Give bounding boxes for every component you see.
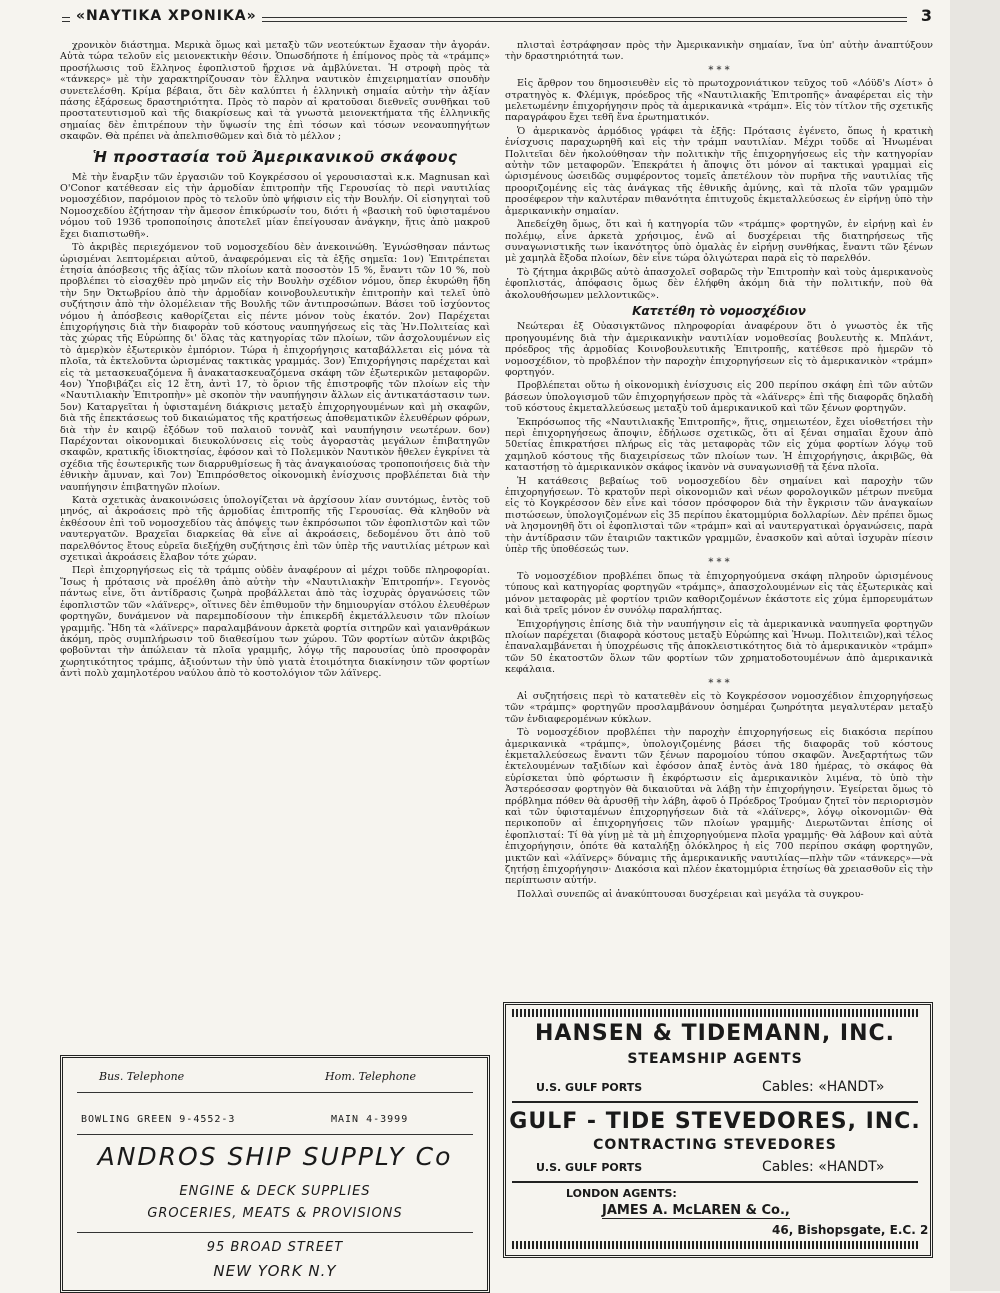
article-paragraph: Ὁ ἀμερικανὸς ἁρμόδιος γράφει τὰ ἑξῆς: Πρότασις ἐγένετο, ὅπως ἡ κρατικὴ ἐνίσχυσις παραχωρηθῆ καὶ εἰς τὴν τράμπ ναυτιλίαν. Μέχρι τοῦδε αἱ Ἡνωμέναι Πολιτεῖαι δὲν ἠκολούθησαν τὴν πολιτικὴν τῆς ἐπιχορηγήσεως εἰς τὴν κατηγορίαν αὐτὴν τῶν μεταφορῶν. Ἐπεκράτει ἡ ἄποψις ὅτι μόνον αἱ τακτικαὶ γραμμαὶ εἰς ὡρισμένους ὠσειδῶς συμφέροντος τομεῖς ἀπετέλουν τὸν πυρῆνα τῆς ναυτιλίας τῆς προοριζομένης εἰς τὰς ἀνάγκας τῆς ἐθνικῆς ἀμύνης, καὶ τὰ πλοῖα τῶν γραμμῶν προσέφερον τὴν καλυτέραν πιθανότητα ἐπιτυχοῦς ἐκμεταλλεύσεως ἐν εἰρήνῃ ὑπὸ τὴν ἀμερικανικὴν σημαίαν. <box>505 125 933 217</box>
left-column <box>60 40 490 820</box>
london-agents-label: LONDON AGENTS: <box>566 1187 677 1200</box>
article-paragraph: Τὸ νομοσχέδιον προβλέπει τὴν παροχὴν ἐπιχορηγήσεως εἰς διακόσια περίπου ἀμερικανικὰ «τράμπς», ὑπολογιζομένης βάσει τῆς διαφορᾶς τοῦ κόστους ἐκμεταλλεύσεως ἔναντι τῶν ξένων παρομοίου τύπου σκαφῶν. Ἀνεξαρτήτως τῶν ἐκτελουμένων ταξιδίων καὶ ἐφόσον ἀπαξ ἐντὸς ἀνὰ 180 ἡμέρας, τὸ σκάφος θὰ εὑρίσκεται ὑπὸ φόρτωσιν ἢ ἐκφόρτωσιν εἰς ἀμερικανικὸν λιμένα, τὸ ὑπὸ τὴν Ἀστερόεσσαν φορτηγὸν θὰ δικαιοῦται νὰ λάβῃ τὴν ἐπιχορήγησιν. Ἐγείρεται ὅμως τὸ πρόβλημα πόθεν θὰ ἀρυσθῇ τὴν λάβη, ἀφοῦ ὁ Πρόεδρος Τρούμαν ζητεῖ τὸν περιορισμὸν καὶ τῶν ὑφισταμένων ἐπιχορηγήσεων διὰ τὰ «λάϊνερς», λόγῳ οἰκονομιῶν· Θὰ περικοποῦν αἱ ἐπιχορηγήσεις τῶν πλοίων γραμμῆς· Διερωτῶνται ἐπίσης οἱ ἐφοπλισταί: Τί θὰ γίνῃ μὲ τὰ μὴ ἐπιχορηγούμενα πλοῖα γραμμῆς· Θὰ λάβουν καὶ αὐτὰ ἐπιχορήγησιν, ὁπότε θὰ καταλήξῃ ὁλόκληρος ἡ εἰς 700 περίπου σκάφη φορτηγῶν, μικτῶν καὶ «λάϊνερς» δύναμις τῆς ἀμερικανικῆς ναυτιλίας—πλὴν τῶν «τάνκερς»—νὰ ζητήσῃ ἐπιχορήγησιν· Διακόσια καὶ πλέον ἑκατομμύρια ἐτησίως θὰ χρειασθοῦν εἰς τὴν περίπτωσιν αὐτήν. <box>505 727 933 887</box>
intro-paragraph: χρονικὸν διάστημα. Μερικὰ ὅμως καὶ μεταξὺ τῶν νεοτεύκτων ἔχασαν τὴν ἀγοράν. Αὐτὰ τώρα τελοῦν εἰς μειονεκτικὴν θέσιν. Ὁπωσδήποτε ἡ ἐπίμονος πρὸς τὰ «τράμπς» προσήλωσις τοῦ ἕλληνος ἐφοπλιστοῦ ἤρχισε νὰ ἀμβλύνεται. Ἡ στροφὴ πρὸς τὰ «τάνκερς» μὲ τὴν χαρακτηρίζουσαν τὸν ἕλληνα ναυτικὸν ἐπιχειρηματίαν σπουδὴν συνετελέσθη. Κρίμα βέβαια, ὅτι δὲν καλύπτει ἡ ἑλληνικὴ σημαία αὐτὴν τὴν ἀξίαν πάσης ἐξάρσεως δραστηριότητα. Πρὸς τὸ παρὸν αἱ κρατοῦσαι διεθνεῖς συνθῆκαι τοῦ προστατευτισμοῦ καὶ τῆς διακρίσεως καὶ τὰ γνωστὰ μειονεκτήματα τῆς ἑλληνικῆς σημαίας δὲν ἐπιτρέπουν τὴν ὕψωσίν της ἐπὶ τόσων καὶ τόσων νεοναυπηγήτων σκαφῶν. Θὰ πρέπει νὰ ἀπελπισθῶμεν καὶ διὰ τὸ μέλλον ; <box>60 40 490 143</box>
ad-rule <box>512 1101 918 1103</box>
article-paragraph: Εἰς ἄρθρον του δημοσιευθὲν εἰς τὸ πρωτοχρονιάτικον τεῦχος τοῦ «Λόϋδ's Λίστ» ὁ στρατηγὸς κ. Φλέμιγκ, πρόεδρος τῆς «Ναυτιλιακῆς Ἐπιτροπῆς» ἀναφέρεται εἰς τὴν μελετωμένην ἐπιχορήγησιν πρὸς τὰ ἀμερικανικὰ «τράμπ». Εἰς τὸν τίτλον τῆς σχετικῆς παραγράφου ἔχει τεθῆ ἕνα ἐρωτηματικόν. <box>505 78 933 124</box>
section-heading: Κατετέθη τὸ νομοσχέδιον <box>632 303 806 318</box>
ports-label-2: U.S. GULF PORTS <box>536 1161 643 1174</box>
cables-address-2: Cables: «HANDT» <box>762 1159 885 1175</box>
article-paragraph: Κατὰ σχετικὰς ἀνακοινώσεις ὑπολογίζεται νὰ ἀρχίσουν λίαν συντόμως, ἐντὸς τοῦ μηνός, αἱ ἀκροάσεις πρὸ τῆς ἁρμοδίας ἐπιτροπῆς τῆς Γερουσίας. Θὰ κληθοῦν νὰ ἐκθέσουν ἐπὶ τοῦ νομοσχεδίου τὰς ἀπόψεις των ἐκπρόσωποι τῶν ἐφοπλιστῶν καὶ τῶν ναυτεργατῶν. Βραχεῖαι διαρκείας θὰ εἶνε αἱ ἀκροάσεις, δεδομένου ὅτι ἀπὸ τοῦ παρελθόντος ἔτους εὐρεῖα διεξήχθη συζήτησις ἐπὶ τῶν ὑπὲρ τῆς ναυτιλίας μέτρων καὶ σχετικαὶ ἀκροάσεις ἔλαβον τότε χώραν. <box>60 495 490 564</box>
article-paragraph: Περὶ ἐπιχορηγήσεως εἰς τὰ τράμπς οὐδὲν ἀναφέρουν αἱ μέχρι τοῦδε πληροφορίαι. Ἴσως ἡ πρότασις νὰ προέλθη ἀπὸ αὐτὴν τὴν «Ναυτιλιακὴν Ἐπιτροπήν». Γεγονὸς πάντως εἶνε, ὅτι ἀντίδρασις ζωηρὰ προβάλλεται ἀπὸ τὰς ἰσχυρὰς ὀργανώσεις τῶν ἐφοπλιστῶν τῶν «λάϊνερς», οἵτινες δὲν ἐπιθυμοῦν τὴν δημιουργίαν στόλου ἐλευθέρων φορτηγῶν, δυνάμενον νὰ παρεμποδίσουν τὴν ἐπικερδῆ ἐκμετάλλευσιν τῶν πλοίων γραμμῆς. Ἤδη τὰ «λάϊνερς» παραλαμβάνουν ἀρκετὰ φορτία σιτηρῶν καὶ γαιανθράκων ἀκόμη, πρὸς συμπλήρωσιν τοῦ διαθεσίμου των χώρου. Τῶν φορτίων αὐτῶν ἀκριβῶς φοβοῦνται τὴν ἀπώλειαν τὰ πλοῖα γραμμῆς, λόγῳ τῆς παρουσίας ὑπὸ προσφορὰν χωρητικότητος τράμπς, ἀξιούντων τὴν ὑπὸ γιατὰ ἐτοιμότητα διακίνησιν τῶν φορτίων ἀντὶ πολὺ χαμηλοτέρου ναύλου ἀπὸ τὸ κοστολόγιον τῶν λάϊνερς. <box>60 565 490 680</box>
ad-rule <box>512 1181 918 1183</box>
header-rule-right <box>262 17 907 22</box>
article-paragraph: Ἀπεδείχθη ὅμως, ὅτι καὶ ἡ κατηγορία τῶν «τράμπς» φορτηγῶν, ἐν εἰρήνῃ καὶ ἐν πολέμῳ, εἶνε ἀρκετὰ χρήσιμος, ἐνῶ αἱ δυσχέρειαι τῆς διατηρήσεως τῆς συναγωνιστικῆς των ἱκανότητος ὑπὸ ὁμαλὰς ἐν εἰρήνῃ συνθήκας, ἔναντι τῶν ξένων μὲ χαμηλὰ ἔξοδα πλοίων, δὲν εἶνε τώρα ὀλιγώτεραι παρὰ εἰς τὸ παρελθόν. <box>505 219 933 265</box>
cables-address: Cables: «HANDT» <box>762 1079 885 1095</box>
section-separator: * * * <box>708 64 730 76</box>
london-agent-address: 46, Bishopsgate, E.C. 2 <box>772 1223 929 1237</box>
provisions-line: GROCERIES, MEATS & PROVISIONS <box>147 1206 403 1221</box>
article-paragraph: Πολλαὶ συνεπῶς αἱ ἀνακύπτουσαι δυσχέρειαι καὶ μεγάλα τὰ συγκρου- <box>517 888 864 900</box>
article-paragraph: Ἡ κατάθεσις βεβαίως τοῦ νομοσχεδίου δὲν σημαίνει καὶ παροχὴν τῶν ἐπιχορηγήσεων. Τὸ κρατοῦν περὶ οἰκονομιῶν καὶ νέων φορολογικῶν μέτρων πνεῦμα εἰς τὸ Κογκρέσσον δὲν εἶνε καὶ τόσον πρόσφορον διὰ τὴν ἔγκρισιν τῶν ἀναγκαίων πιστώσεων, ὑπολογιζομένων εἰς 35 περίπου ἑκατομμύρια δολλαρίων. Δὲν πρέπει ὅμως νὰ λησμονηθῆ ὅτι οἱ ἐφοπλισταὶ τῶν «τράμπ» καὶ αἱ ναυτεργατικαὶ ὀργανώσεις, παρὰ τὴν ἀντίδρασιν τῶν ἑταιριῶν τακτικῶν γραμμῶν, ἐνασκοῦν καὶ αὐταὶ ἰσχυρὰν πίεσιν ὑπὲρ τῆς ὑποθέσεώς των. <box>505 475 933 556</box>
street-address: 95 BROAD STREET <box>206 1240 344 1255</box>
right-column <box>505 40 933 900</box>
company-name: HANSEN & TIDEMANN, INC. <box>535 1021 895 1046</box>
article-paragraph: πλισταὶ ἐστράφησαν πρὸς τὴν Ἀμερικανικὴν σημαίαν, ἵνα ὑπ' αὐτὴν ἀναπτύξουν τὴν δραστηριότητά των. <box>505 40 933 63</box>
company-name: ANDROS SHIP SUPPLY Co <box>97 1142 453 1171</box>
publication-title: «ΝΑΥΤΙΚΑ ΧΡΟΝΙΚΑ» <box>76 8 257 24</box>
article-paragraph: Τὸ ἀκριβὲς περιεχόμενον τοῦ νομοσχεδίου δὲν ἀνεκοινώθη. Ἐγνώσθησαν πάντως ὡρισμέναι λεπτομέρειαι αὐτοῦ, ἀναφερόμεναι εἰς τὰ ἑξῆς σημεῖα: 1ον) Ἐπιτρέπεται ἐτησία ἀπόσβεσις τῆς ἀξίας τῶν πλοίων κατὰ ποσοστὸν 15 %, ἔναντι τῶν 10 %, ποὺ προβλέπει τὸ εἰσαχθὲν πρὸ μηνῶν εἰς τὴν Βουλὴν σχέδιον νόμου, ὅπερ ἐκυρώθη ἤδη τὴν 5ην Ὀκτωβρίου ἀπὸ τὴν ἁρμοδίαν κοινοβουλευτικὴν ἐπιτροπὴν καὶ τελεῖ ὑπὸ συζήτησιν ἀπὸ τὴν ὁλομέλειαν τῆς Βουλῆς τῶν ἀντιπροσώπων. Βάσει τοῦ ἰσχύοντος νόμου ἡ ἀπόσβεσις καθορίζεται εἰς πέντε μόνον τοὺς ἑκατόν. 2ον) Παρέχεται ἐπιχορήγησις διὰ τὴν διαφορὰν τοῦ κόστους ναυπηγήσεως εἰς τὰς Ἡν.Πολιτείας καὶ τὰς χώρας τῆς Εὐρώπης δι' ὅλας τὰς κατηγορίας τῶν πλοίων, τῶν ἀσχολουμένων εἰς τὸ ἀμερ)κὸν ἐξωτερικὸν ἐμπόριον. Τώρα ἡ ἐπιχορήγησις καταβάλλεται εἰς μόνα τὰ πλοῖα, τὰ ἐκτελοῦντα ὡρισμένας τακτικὰς γραμμάς. 3ον) Ἐπιχορήγησις παρέχεται καὶ εἰς τὰ μετασκευαζόμενα ἢ ἀνακατασκευαζόμενα σκάφη τῶν ἐξωτερικῶν μεταφορῶν. 4ον) Ὑποβιβάζει εἰς 12 ἔτη, ἀντὶ 17, τὸ ὅριον τῆς ἐπιστροφῆς τῶν πλοίων εἰς τὴν «Ναυτιλιακὴν Ἐπιτροπὴν» μὲ σκοπὸν τὴν ναυπήγησιν ἄλλων εἰς ἀντικατάστασιν των. 5ον) Καταργεῖται ἡ ὑφισταμένη διάκρισις μεταξὺ ἐπιχορηγουμένων καὶ μὴ σκαφῶν, διὰ τῆς ἐπεκτάσεως τοῦ δικαιώματος τῆς κρατήσεως ἀποθεματικῶν ἐλευθέρων φόρων, διὰ τὴν ἐν καιρῷ ἐξόδων τοῦ παλαιοῦ τοννὰζ καὶ ναυπήγησιν νεωτέρων. 6ον) Παρέχονται οἰκονομικαὶ διευκολύνσεις εἰς τοὺς ἀγοραστὰς μεγάλων ἐπιβατηγῶν σκαφῶν, κρατικῆς ἰδιοκτησίας, ἐφόσον καὶ τὸ Πολεμικὸν Ναυτικὸν ἤθελεν ἐγκρίνει τὰ σχέδια τῆς ἐσωτερικῆς των διαρρυθμίσεως ἢ τὰς ἀναγκαιούσας τροποποιήσεις διὰ τὴν ἐθνικὴν ἄμυναν, καὶ 7ον) Ἐπιπρόσθετος οἰκονομικὴ ἐνίσχυσις προβλέπεται διὰ τὴν ναυπήγησιν ἐπιβατηγῶν πλοίων. <box>60 242 490 493</box>
article-paragraph: Ἐπιχορήγησις ἐπίσης διὰ τὴν ναυπήγησιν εἰς τὰ ἀμερικανικὰ ναυπηγεῖα φορτηγῶν πλοίων παρέχεται (διαφορὰ κόστους μεταξὺ Εὐρώπης καὶ Ἡνωμ. Πολιτειῶν),καὶ τέλος ἐπαναλαμβάνεται ἡ ὑποχρέωσις τῆς ἀποκλειστικότητος διὰ τὸ ἀμερικανικὸν «τράμπ» τῶν 50 ἑκατοστῶν ὅλων τῶν φορτίων τῶν χρηματοδοτουμένων ἀπὸ ἀμερικανικὰ κεφάλαια. <box>505 618 933 676</box>
ad-rule <box>77 1134 473 1135</box>
section-separator: * * * <box>708 677 730 689</box>
ports-label: U.S. GULF PORTS <box>536 1081 643 1094</box>
company-name-2: GULF - TIDE STEVEDORES, INC. <box>509 1109 921 1134</box>
article-paragraph: Αἱ συζητήσεις περὶ τὸ κατατεθὲν εἰς τὸ Κογκρέσσον νομοσχέδιον ἐπιχορηγήσεως τῶν «τράμπς» φορτηγῶν προσλαμβάνουν ὁσημέραι ζωηρότητα μεγαλυτέραν μεταξὺ τῶν ἐνδιαφερομένων κύκλων. <box>505 690 933 725</box>
header-rule-left <box>62 17 70 22</box>
andros-ship-supply-ad <box>60 1055 490 1293</box>
decorative-border <box>512 1009 918 1017</box>
company-subtitle-2: CONTRACTING STEVEDORES <box>593 1137 837 1153</box>
article-paragraph: Ἐκπρόσωπος τῆς «Ναυτιλιακῆς Ἐπιτροπῆς», ἥτις, σημειωτέον, ἔχει υἱοθετήσει τὴν περὶ ἐπιχορηγήσεως ἄποψιν, ἐδήλωσε σχετικῶς, ὅτι αἱ ξέναι σημαῖαι ἔχουν ἀπὸ 50ετίας ἐπικρατήσει πλήρως εἰς τὰς μεταφορὰς τῶν εἰς χύμα φορτίων λόγῳ τοῦ χαμηλοῦ κόστους τῆς διαχειρίσεως τῶν πλοίων των. Ἡ ἐπιχορήγησις, ἀκριβῶς, θὰ καταστήσῃ τὸ ἀμερικανικὸν σκάφος ἱκανὸν νὰ συναγωνισθῇ τὰ ξένα πλοῖα. <box>505 416 933 474</box>
london-agent-name: JAMES A. McLAREN & Co., <box>602 1203 790 1218</box>
company-subtitle: STEAMSHIP AGENTS <box>627 1051 803 1067</box>
home-phone-number: MAIN 4-3999 <box>331 1114 409 1125</box>
article-heading: Ἡ προστασία τοῦ Ἀμερικανικοῦ σκάφους <box>92 147 458 166</box>
ad-rule <box>77 1232 473 1233</box>
city-address: NEW YORK N.Y <box>213 1262 337 1280</box>
article-paragraph: Μὲ τὴν ἔναρξιν τῶν ἐργασιῶν τοῦ Κογκρέσσου οἱ γερουσιασταὶ κ.κ. Magnusan καὶ O'Conor κατέθεσαν εἰς τὴν ἁρμοδίαν ἐπιτροπὴν τῆς Γερουσίας τὸ περὶ ναυτιλίας νομοσχέδιον, παρόμοιον πρὸς τὸ τελοῦν ὑπὸ ψήφισιν εἰς τὴν Βουλήν. Οἱ εἰσηγηταὶ τοῦ Νομοσχεδίου ἐζήτησαν τὴν ἄμεσον ἐπικύρωσίν του, διότι ἡ «βασικὴ τοῦ ὑφισταμένου νόμου τοῦ 1936 τροποποίησις ἀποτελεῖ μίαν ἐπείγουσαν ἀνάγκην, ἥτις ἀπὸ μακροῦ ἔχει διαπιστωθῆ». <box>60 171 490 240</box>
home-telephone-label: Hom. Telephone <box>325 1070 417 1083</box>
article-paragraph: Τὸ νομοσχέδιον προβλέπει ὅπως τὰ ἐπιχορηγούμενα σκάφη πληροῦν ὡρισμένους τύπους καὶ κατηγορίας φορτηγῶν «τράμπς», ἀπασχολουμένων εἰς τὰς ἐξωτερικὰς καὶ μόνον μεταφορὰς μὲ φορτίον τριῶν καθοριζομένων ἑκάστοτε εἰς χύμα ἐμπορευμάτων καὶ διὰ τρεῖς μόνον ἐν συνόλῳ παραλήπτας. <box>505 570 933 617</box>
bus-telephone-label: Bus. Telephone <box>99 1070 185 1083</box>
decorative-border <box>512 1241 918 1249</box>
ad-rule <box>77 1092 473 1093</box>
page-edge <box>950 0 1000 1291</box>
page-number: 3 <box>920 6 932 25</box>
article-paragraph: Τὸ ζήτημα ἀκριβῶς αὐτὸ ἀπασχολεῖ σοβαρῶς τὴν Ἐπιτροπὴν καὶ τοὺς ἀμερικανοὺς ἐφοπλιστάς, ἀπόφασις ὅμως δὲν ἐλήφθη ἀκόμη διὰ τὴν πολιτικήν, ποὺ θὰ ἀκολουθήσωμεν μελλοντικῶς». <box>505 266 933 301</box>
section-separator: * * * <box>708 557 730 569</box>
bus-phone-number: BOWLING GREEN 9-4552-3 <box>81 1114 236 1125</box>
page-header <box>62 6 932 30</box>
hansen-tidemann-ad <box>503 1002 933 1258</box>
article-paragraph: Νεώτεραι ἐξ Οὐασιγκτῶνος πληροφορίαι ἀναφέρουν ὅτι ὁ γνωστὸς ἐκ τῆς προηγουμένης διὰ τὴν ἀμερικανικὴν ναυτιλίαν νομοθεσίας βουλευτὴς κ. Μπλάντ, πρόεδρος τῆς ἁρμοδίας Κοινοβουλευτικῆς Ἐπιτροπῆς, κατέθεσε πρὸ ἡμερῶν τὸ νομοσχέδιον, τὸ προβλέπον τὴν παροχὴν ἐπιχορηγήσεων εἰς τὸ ἀμερικανικὸν «τράμπ» φορτηγόν. <box>505 321 933 378</box>
article-paragraph: Προβλέπεται οὕτω ἡ οἰκονομικὴ ἐνίσχυσις εἰς 200 περίπου σκάφη ἐπὶ τῶν αὐτῶν βάσεων ὑπολογισμοῦ τῶν ἐπιχορηγήσεων πρὸς τὰ «λάϊνερς» ἐπὶ τῆς διαφορᾶς δηλαδὴ τοῦ κόστους ἐκμεταλλεύσεως μεταξὺ τοῦ ἀμερικανικοῦ καὶ τῶν ξένων φορτηγῶν. <box>505 380 933 415</box>
supplies-line: ENGINE & DECK SUPPLIES <box>179 1184 371 1199</box>
